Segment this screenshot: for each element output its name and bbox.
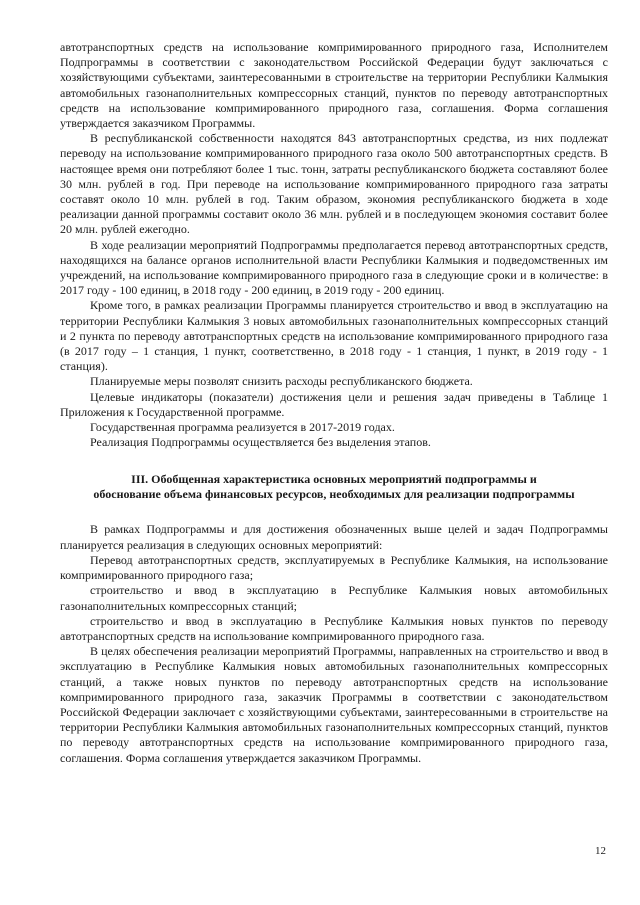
page-number: 12 bbox=[595, 845, 606, 857]
paragraph-conversion-schedule: В ходе реализации мероприятий Подпрограммы предполагается перевод автотранспортных средств, находящихся на балансе органов исполнительной власти Республики Калмыкия и подведомственных им учреждений, на использование компримированного природного газа в следующие сроки и в количестве: в 2017 году - 100 единиц, в 2018 году - 200 единиц, в 2019 году - 200 единиц. bbox=[60, 237, 608, 298]
section-heading-line-2: обоснование объема финансовых ресурсов, необходимых для реализации подпрограммы bbox=[93, 487, 575, 502]
section-heading bbox=[60, 472, 608, 502]
paragraph-measure-stations: строительство и ввод в эксплуатацию в Республике Калмыкия новых автомобильных газонаполнительных компрессорных станций; bbox=[60, 583, 608, 613]
paragraph-vehicle-fleet: В республиканской собственности находятся 843 автотранспортных средства, из них подлежат переводу на использование компримированного природного газа около 500 автотранспортных средств. В настоящее время они потребляют более 1 тыс. тонн, затраты республиканского бюджета составляют более 30 млн. рублей в год. При переводе на использование компримированного природного газа затраты составят около 10 млн. рублей в год. Таким образом, экономия республиканского бюджета в ходе реализации данной программы составит около 36 млн. рублей и в последующем экономия составит более 20 млн. рублей ежегодно. bbox=[60, 131, 608, 237]
paragraph-measure-conversion: Перевод автотранспортных средств, эксплуатируемых в Республике Калмыкия, на использование компримированного природного газа; bbox=[60, 552, 608, 583]
paragraph-measure-points: строительство и ввод в эксплуатацию в Республике Калмыкия новых пунктов по переводу автотранспортных средств на использование компримированного природного газа. bbox=[60, 613, 608, 643]
paragraph-budget-savings: Планируемые меры позволят снизить расходы республиканского бюджета. bbox=[90, 374, 473, 389]
document-page bbox=[60, 40, 608, 766]
paragraph-stations-construction: Кроме того, в рамках реализации Программы планируется строительство и ввод в эксплуатацию на территории Республики Калмыкия 3 новых автомобильных газонаполнительных компрессорных станций и 2 пункта по переводу автотранспортных средств на использование компримированного природного газа (в 2017 году – 1 станция, 1 пункт, соответственно, в 2018 году - 1 станция, 1 пункт, в 2019 году - 1 станция). bbox=[60, 298, 608, 374]
paragraph-measures-intro: В рамках Подпрограммы и для достижения обозначенных выше целей и задач Подпрограммы планируется реализация в следующих основных мероприятий: bbox=[60, 522, 608, 552]
paragraph-continuation: автотранспортных средств на использование компримированного природного газа, Исполнителем Подпрограммы в соответствии с законодательством Российской Федерации будут заключаться с хозяйствующими субъектами, заинтересованными в строительстве на территории Республики Калмыкия автомобильных газонаполнительных компрессорных станций, пунктов по переводу автотранспортных средств на использование компримированного природного газа, соглашения. Форма соглашения утверждается заказчиком Программы. bbox=[60, 40, 608, 131]
paragraph-program-period: Государственная программа реализуется в 2017-2019 годах. bbox=[90, 420, 395, 435]
paragraph-no-stages: Реализация Подпрограммы осуществляется без выделения этапов. bbox=[90, 435, 431, 450]
paragraph-target-indicators: Целевые индикаторы (показатели) достижения цели и решения задач приведены в Таблице 1 Приложения к Государственной программе. bbox=[60, 389, 608, 419]
paragraph-agreements: В целях обеспечения реализации мероприятий Программы, направленных на строительство и ввод в эксплуатацию в Республике Калмыкия новых автомобильных газонаполнительных компрессорных станций, а также новых пунктов по переводу автотранспортных средств на использование компримированного природного газа, заказчик Программы в соответствии с законодательством Российской Федерации заключает с хозяйствующими субъектами, заинтересованными в строительстве на территории Республики Калмыкия автомобильных газонаполнительных компрессорных станций, пунктов по переводу автотранспортных средств на использование компримированного природного газа, соглашения. Форма соглашения утверждается заказчиком Программы. bbox=[60, 644, 608, 765]
section-heading-line-1: III. Обобщенная характеристика основных мероприятий подпрограммы и bbox=[131, 472, 537, 487]
